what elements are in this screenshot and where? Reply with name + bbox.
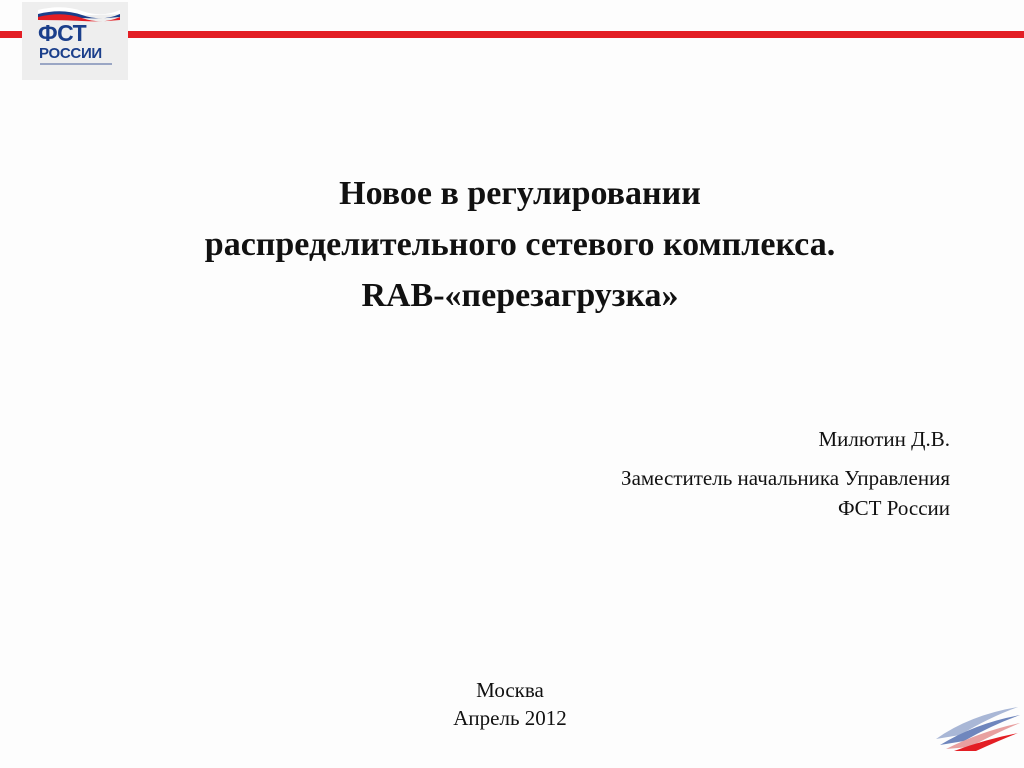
swoosh-icon [930, 695, 1022, 751]
header-stripe-left [0, 31, 22, 38]
title-line-3: RAB-«перезагрузка» [361, 277, 679, 314]
author-position-line-2: ФСТ России [838, 496, 950, 520]
title-line-2: распределительного сетевого комплекса. [204, 226, 836, 263]
header-stripe-right [128, 31, 1024, 38]
place-date [450, 676, 570, 732]
slide-title [100, 168, 940, 321]
title-line-1: Новое в регулировании [339, 175, 701, 212]
fst-logo [22, 2, 128, 80]
logo-fine-print [40, 63, 112, 65]
date-text: Апрель 2012 [453, 706, 567, 730]
author-name: Милютин Д.В. [818, 427, 950, 451]
city-text: Москва [476, 678, 544, 702]
logo-bottom-text: РОССИИ [39, 45, 102, 62]
logo-top-text: ФСТ [38, 20, 87, 46]
author-position-line-1: Заместитель начальника Управления [621, 466, 950, 490]
author-block [621, 424, 950, 523]
